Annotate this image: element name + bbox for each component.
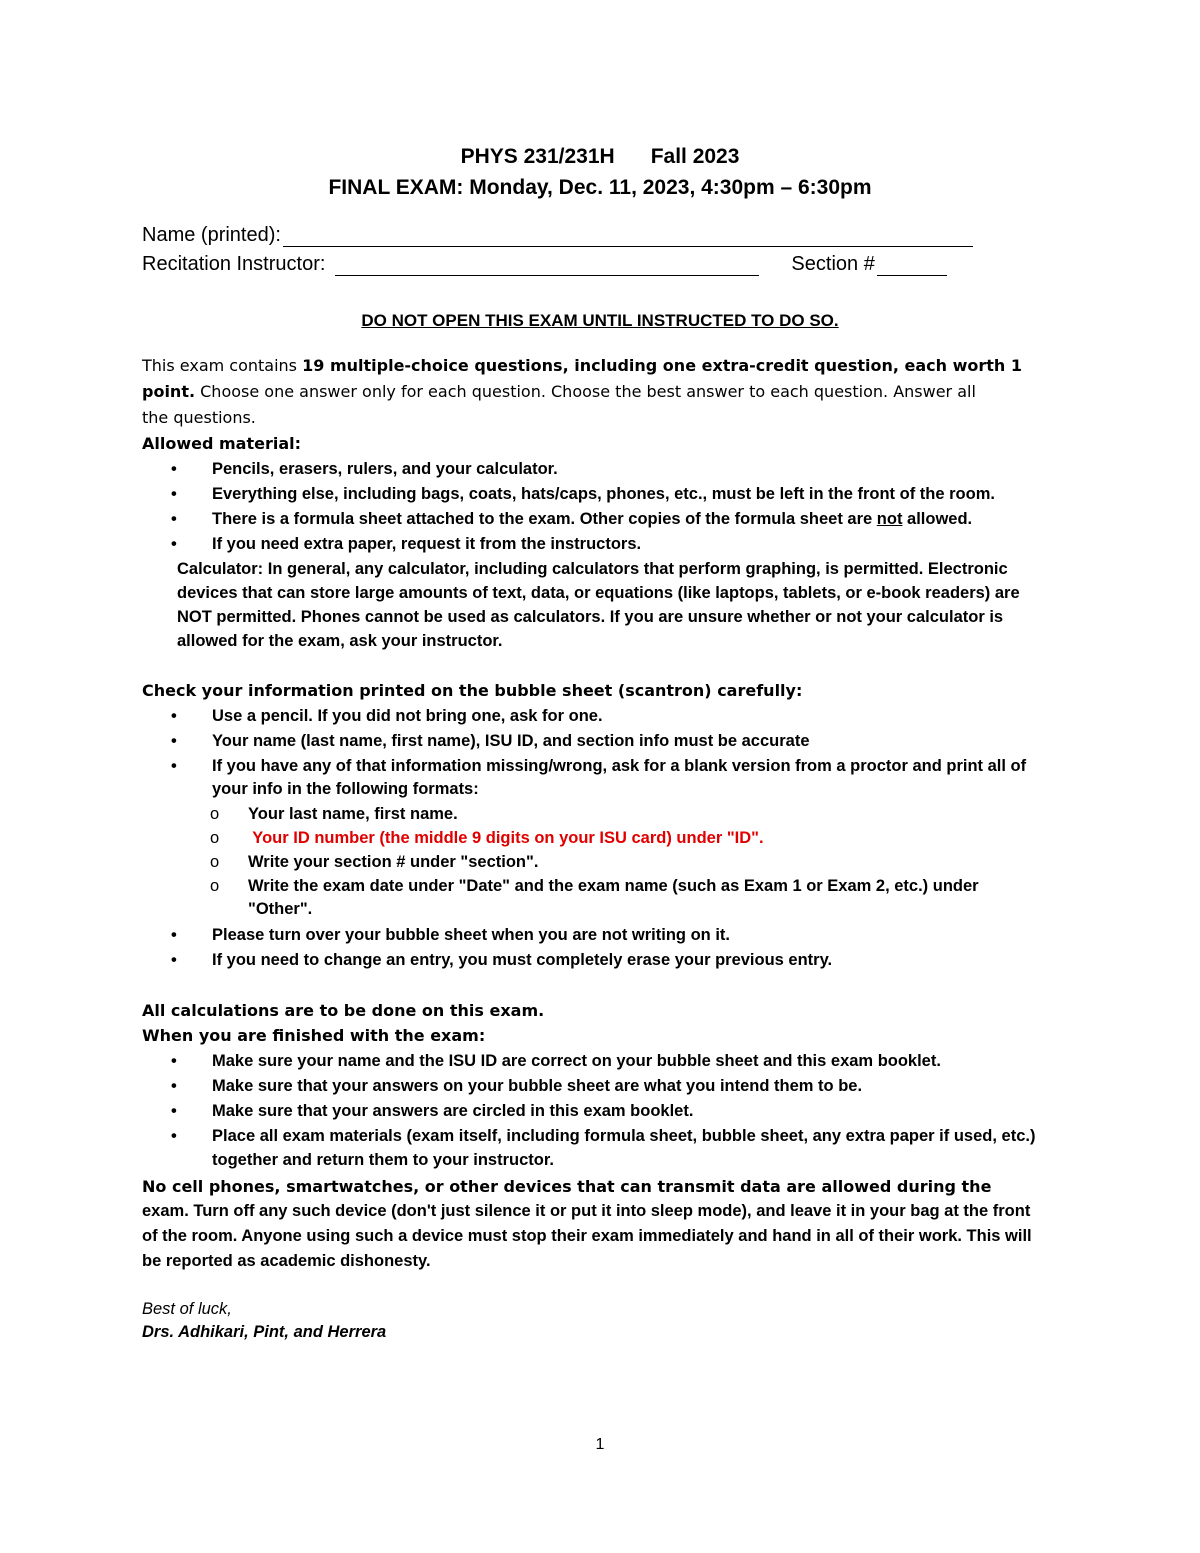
intro-paragraph — [142, 353, 1062, 431]
check-item: • Your name (last name, first name), ISU ID, and section info must be accurate — [171, 732, 810, 750]
circle-bullet-icon: o — [210, 829, 220, 847]
page-number: 1 — [595, 1436, 605, 1453]
devices-line: be reported as academic dishonesty. — [142, 1252, 431, 1270]
format-subitem: o Write the exam date under "Date" and the exam name (such as Exam 1 or Exam 2, etc.) under — [210, 877, 979, 895]
term: Fall 2023 — [650, 145, 740, 168]
bullet-icon: • — [171, 535, 177, 553]
recitation-label: Recitation Instructor: — [142, 253, 326, 275]
format-subitem: o Your last name, first name. — [210, 805, 458, 823]
check-item: • If you need to change an entry, you must completely erase your previous entry. — [171, 951, 833, 969]
do-not-open-notice: DO NOT OPEN THIS EXAM UNTIL INSTRUCTED TO DO SO. — [361, 311, 839, 330]
name-blank-line[interactable] — [283, 230, 973, 247]
course-header — [0, 145, 1200, 169]
format-subitem-continued: "Other". — [248, 900, 313, 918]
bullet-icon: • — [171, 732, 177, 750]
bullet-icon: • — [171, 757, 177, 775]
bullet-icon: • — [171, 1102, 177, 1120]
name-label: Name (printed): — [142, 224, 281, 246]
bullet-icon: • — [171, 951, 177, 969]
devices-line: exam. Turn off any such device (don't just silence it or put it into sleep mode), and leave it in your bag at the front — [142, 1202, 1031, 1220]
intro-line-3: the questions. — [142, 408, 256, 427]
devices-line: No cell phones, smartwatches, or other devices that can transmit data are allowed during the — [142, 1177, 992, 1196]
format-subitem: o Write your section # under "section". — [210, 853, 539, 871]
recitation-field[interactable] — [142, 253, 947, 276]
name-field[interactable] — [142, 224, 973, 247]
calculator-line: NOT permitted. Phones cannot be used as calculators. If you are unsure whether or not your calculator is — [177, 608, 1004, 626]
section-blank-line[interactable] — [877, 259, 947, 276]
bullet-icon: • — [171, 510, 177, 528]
bullet-icon: • — [171, 926, 177, 944]
circle-bullet-icon: o — [210, 853, 220, 871]
allowed-item: • Everything else, including bags, coats, hats/caps, phones, etc., must be left in the front of the room. — [171, 485, 995, 503]
devices-line: of the room. Anyone using such a device must stop their exam immediately and hand in all of their work. This will — [142, 1227, 1032, 1245]
allowed-heading: Allowed material: — [142, 434, 302, 453]
section-label: Section # — [791, 253, 875, 275]
finished-item: • Make sure that your answers on your bubble sheet are what you intend them to be. — [171, 1077, 863, 1095]
intro-line-1: This exam contains 19 multiple-choice questions, including one extra-credit question, each worth 1 — [142, 356, 1023, 375]
bullet-icon: • — [171, 1127, 177, 1145]
finished-item: • Make sure that your answers are circled in this exam booklet. — [171, 1102, 694, 1120]
bullet-icon: • — [171, 1052, 177, 1070]
intro-line-2: point. Choose one answer only for each question. Choose the best answer to each question. Answer all — [142, 382, 976, 401]
check-item: • If you have any of that information missing/wrong, ask for a blank version from a proctor and print all of — [171, 757, 1027, 775]
check-item: • Use a pencil. If you did not bring one, ask for one. — [171, 707, 603, 725]
not-emphasis: not — [876, 510, 903, 528]
bullet-icon: • — [171, 460, 177, 478]
calculator-line: allowed for the exam, ask your instructor. — [177, 632, 503, 650]
check-item-continued: your info in the following formats: — [212, 780, 479, 798]
calculator-line: Calculator: In general, any calculator, including calculators that perform graphing, is permitted. Electronic — [177, 560, 1008, 578]
bullet-icon: • — [171, 707, 177, 725]
finished-item-continued: together and return them to your instructor. — [212, 1151, 554, 1169]
signoff-greeting: Best of luck, — [142, 1300, 232, 1318]
signoff-authors: Drs. Adhikari, Pint, and Herrera — [142, 1323, 387, 1341]
finished-heading: When you are finished with the exam: — [142, 1026, 486, 1045]
finished-item: • Make sure your name and the ISU ID are correct on your bubble sheet and this exam booklet. — [171, 1052, 941, 1070]
bullet-icon: • — [171, 1077, 177, 1095]
allowed-item: • If you need extra paper, request it from the instructors. — [171, 535, 642, 553]
recitation-blank-line[interactable] — [335, 259, 759, 276]
format-subitem-id: o Your ID number (the middle 9 digits on your ISU card) under "ID". — [210, 829, 764, 847]
allowed-item: • Pencils, erasers, rulers, and your calculator. — [171, 460, 558, 478]
calculations-note: All calculations are to be done on this exam. — [142, 1001, 545, 1020]
circle-bullet-icon: o — [210, 877, 220, 895]
exam-title: FINAL EXAM: Monday, Dec. 11, 2023, 4:30pm – 6:30pm — [328, 176, 872, 199]
allowed-item: • There is a formula sheet attached to the exam. Other copies of the formula sheet are not allowed. — [171, 510, 973, 528]
check-heading: Check your information printed on the bubble sheet (scantron) carefully: — [142, 681, 803, 700]
course-code: PHYS 231/231H — [460, 145, 615, 168]
calculator-line: devices that can store large amounts of text, data, or equations (like laptops, tablets, or e-book readers) are — [177, 584, 1020, 602]
bullet-icon: • — [171, 485, 177, 503]
check-item: • Please turn over your bubble sheet when you are not writing on it. — [171, 926, 730, 944]
finished-item: • Place all exam materials (exam itself, including formula sheet, bubble sheet, any extra paper if used, etc.) — [171, 1127, 1036, 1145]
circle-bullet-icon: o — [210, 805, 220, 823]
